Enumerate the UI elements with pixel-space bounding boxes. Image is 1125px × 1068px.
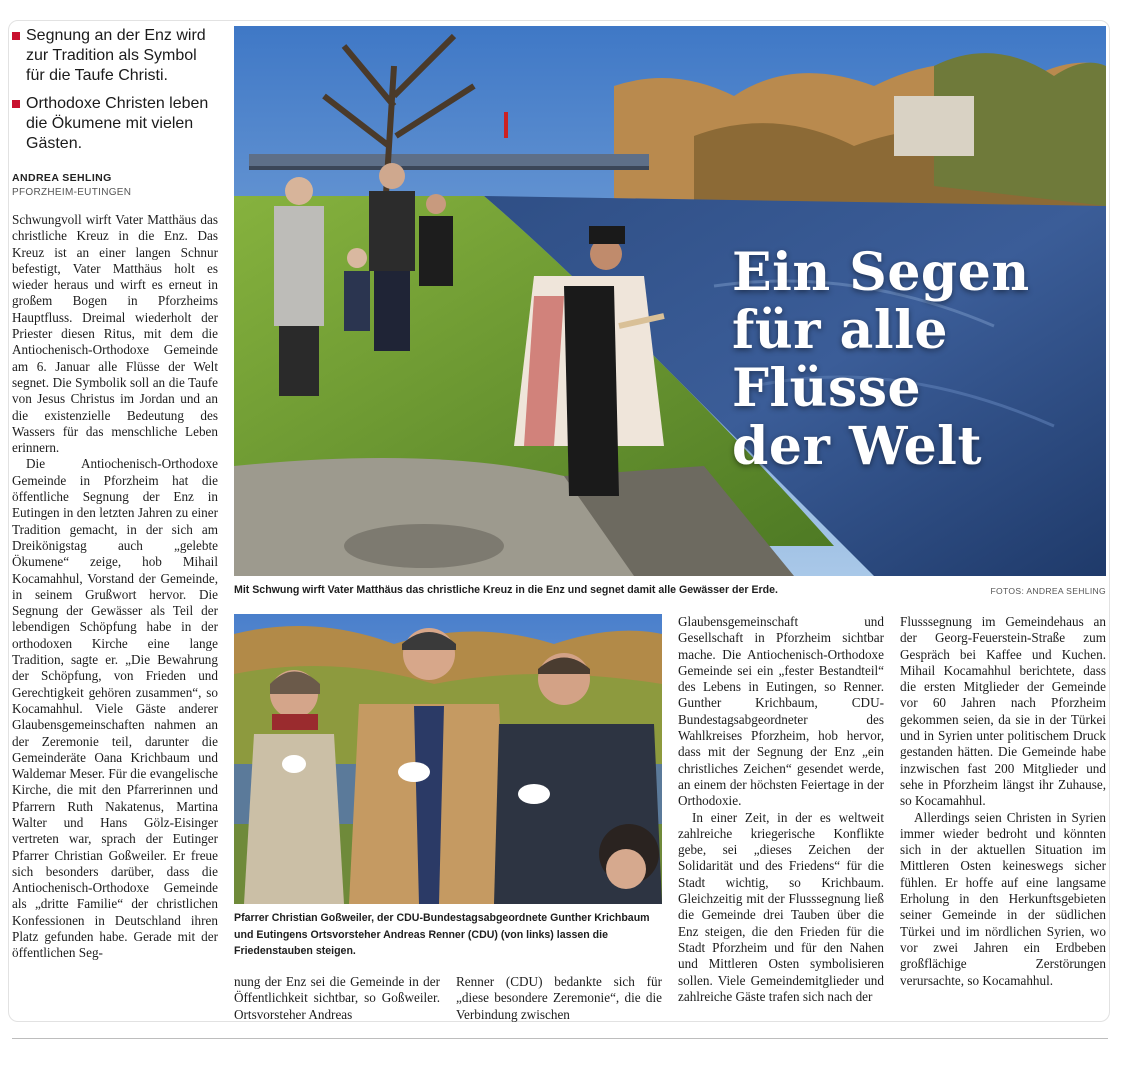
article-column-2 [234,974,440,1023]
bullet-square-icon [12,100,20,108]
headline-line: Ein Segen [732,242,1030,303]
summary-bullet [12,26,218,86]
article-paragraph: In einer Zeit, in der es weltweit zahlreiche kriegerische Konflikte gebe, sei „dieses Zeichen der Solidarität und des Friedens“ für die Stadt wichtig, so Krichbaum. Gleichzeitig mit der Flusssegnung ließ die Gemeinde drei Tauben über die Enz steigen, die den Frieden für die Stadt Pforzheim und für den Nahen und Mittleren Osten symbolisieren sollen. Viele Gemeindemitglieder und zahlreiche Gäste trafen sich nach der [678,809,884,1004]
summary-bullet [12,94,218,154]
headline [732,244,1092,476]
article-paragraph: Flusssegnung im Gemeindehaus an der Georg-Feuerstein-Straße zum Gespräch bei Kaffee und Kuchen. Mihail Kocamahhul berichtete, dass die ersten Mitglieder der Gemeinde vor 60 Jahren nach Pforzheim gekommen seien, da sie in der Türkei und in Syrien unter politischem Druck gestanden hätten. Die Gemeinde habe inzwischen fast 200 Mitglieder und sehe in Pforzheim längst ihr Zuhause, so Kocamahhul. [900,614,1106,809]
author-name: ANDREA SEHLING [12,172,112,184]
photo-credit: FOTOS: ANDREA SEHLING [990,586,1106,596]
bottom-divider [12,1038,1108,1039]
article-paragraph: Die Antiochenisch-Orthodoxe Gemeinde in Pforzheim hat die öffentliche Segnung der Enz in Eutingen in den letzten Jahren zu einer Tradition gemacht, in der sich am Dreikönigstag auch „gelebte Ökumene“ zeige, hob Mihail Kocamahhul, Vorstand der Gemeinde, in seinem Grußwort hervor. Die Segnung der Gewässer als Teil der lebendigen Schöpfung habe in der orthodoxen Kirche eine lange Tradition, sagte er. „Die Bewahrung der Schöpfung, von Frieden und Gerechtigkeit gehören zusammen“, so Kocamahhul. Viele Gäste anderer Glaubensgemeinschaften nahmen an der Zeremonie teil, darunter die Gemeinderäte Oana Krichbaum und Waldemar Meser. Für die evangelische Kirche, die mit den Pfarrerinnen und Pfarrern Ruth Nakatenus, Martina Walter und Hans Gölz-Eisinger vertreten war, sprach der Eutinger Pfarrer Christian Goßweiler. Er freue sich besonders darüber, dass die Antiochenisch-Orthodoxe Gemeinde als „dritte Familie“ der christlichen Konfessionen in Deutschland ihren Platz gefunden habe. Gerade mit der öffentlichen Seg- [12,456,218,961]
main-photo-caption: Mit Schwung wirft Vater Matthäus das christliche Kreuz in die Enz und segnet damit alle Gewässer der Erde. [234,584,778,596]
second-photo-caption: Pfarrer Christian Goßweiler, der CDU-Bundestagsabgeordnete Gunther Krichbaum und Eutingens Ortsvorsteher Andreas Renner (CDU) (von links) lassen die Friedenstauben steigen. [234,912,650,957]
dove-release-photo [234,614,662,904]
article-paragraph: Allerdings seien Christen in Syrien immer wieder bedroht und könnten sich in der aktuellen Situation im Mittleren Osten keineswegs sicher fühlen. Er hoffe auf eine langsame Erholung in den Herkunftsgebieten seiner Gemeinde in der südlichen Türkei und im nördlichen Syrien, wo vor zwei Jahren ein Erdbeben großflächige Zerstörungen verursachte, so Kocamahhul. [900,809,1106,988]
article-column-4 [678,614,884,1005]
author-location: PFORZHEIM-EUTINGEN [12,187,132,198]
second-photo [234,614,662,904]
article-column-3 [456,974,662,1023]
bullet-square-icon [12,32,20,40]
article-paragraph: Renner (CDU) bedankte sich für „diese besondere Zeremonie“, die die Verbindung zwischen [456,974,662,1022]
bullet-text: Segnung an der Enz wird zur Tradition als Symbol für die Taufe Christi. [26,27,206,84]
article-paragraph: Schwungvoll wirft Vater Matthäus das christliche Kreuz in die Enz. Das Kreuz ist an einer langen Schnur befestigt, Vater Matthäus holt es wieder heraus und wirft es erneut in großem Bogen in Pforzheims Hauptfluss. Dreimal wiederholt der Priester diesen Ritus, mit dem die Antiochenisch-Orthodoxe Gemeinde am 6. Januar alle Flüsse der Welt segnet. Die Symbolik soll an die Taufe von Jesus Christus im Jordan und an die existenzielle Bedeutung des Wassers für das menschliche Leben erinnern. [12,212,218,456]
headline-line: für alle [732,300,948,361]
article-paragraph: nung der Enz sei die Gemeinde in der Öffentlichkeit sichtbar, so Goßweiler. Ortsvorsteher Andreas [234,974,440,1022]
headline-line: der Welt [732,416,982,477]
bullet-text: Orthodoxe Christen leben die Ökumene mit vielen Gästen. [26,95,209,152]
article-column-5 [900,614,1106,989]
left-column [12,26,218,962]
article-paragraph: Glaubensgemeinschaft und Gesellschaft in Pforzheim sichtbar mache. Die Antiochenisch-Orthodoxe Gemeinde sei ein „fester Bestandteil“ des Lebens in Eutingen, so Renner. Gunther Krichbaum, CDU-Bundestagsabgeordneter des Wahlkreises Pforzheim, hob hervor, dass mit der Segnung der Enz „ein christliches Zeichen“ gesendet werde, an einem der höchsten Feiertage in der Orthodoxie. [678,614,884,809]
headline-line: Flüsse [732,358,922,419]
article-column-1 [12,212,218,962]
